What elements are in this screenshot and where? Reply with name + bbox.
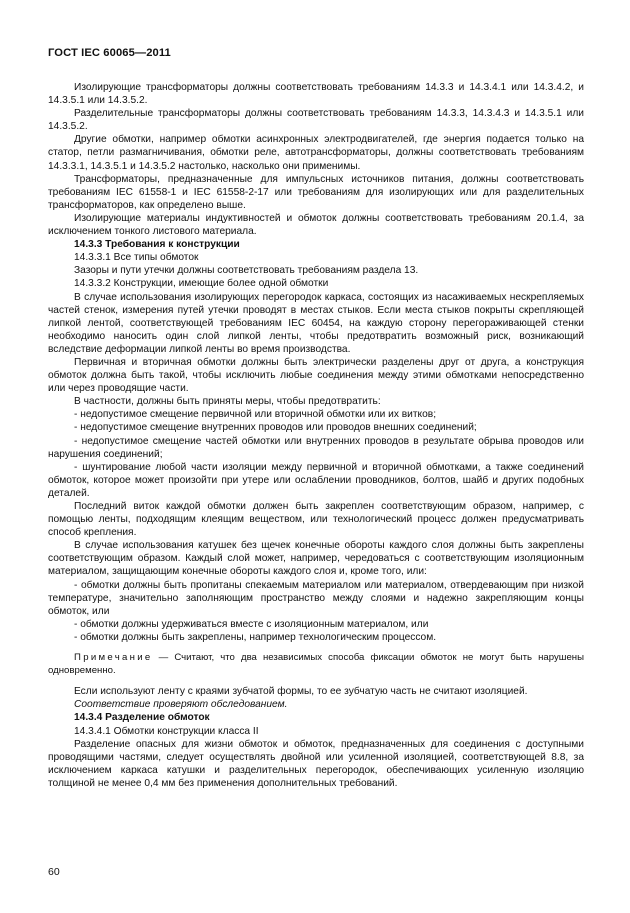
paragraph: Первичная и вторичная обмотки должны быть электрически разделены друг от друга, а конструкция обмоток должна быть такой, чтобы исключить любые соединения между этими обмотками непосредственно или через проводящие части. bbox=[48, 356, 584, 395]
paragraph: Последний виток каждой обмотки должен быть закреплен соответствующим образом, например, с помощью ленты, подходящим клеящим веществом, или технологический процесс должен предусматривать способ крепления. bbox=[48, 501, 584, 539]
paragraph: В случае использования изолирующих перегородок каркаса, состоящих из насаживаемых нескрепляемых частей стенок, измерения путей утечки проводят в местах стыков. Если места стыков покрыты скрепляющей липкой лентой, соответствующей требованиям IEC 60454, на каждую сторону перегораживающей стенки необходимо наносить один слой липкой ленты, чтобы предотвратить возможный риск, возникающий вследствие деформации липкой ленты во время производства. bbox=[48, 291, 584, 355]
list-item: - обмотки должны быть пропитаны спекаемым материалом или материалом, отвердевающим при низкой температуре, значительно заполняющим пространство между слоями и надежно закрепляющим концы обмоток, или bbox=[48, 579, 584, 617]
section-heading-14-3-3: 14.3.3 Требования к конструкции bbox=[74, 239, 240, 251]
compliance-check: Соответствие проверяют обследованием. bbox=[74, 699, 288, 711]
list-item: - недопустимое смещение частей обмотки или внутренних проводов в результате обрыва проводов или нарушения соединений; bbox=[48, 435, 584, 460]
section-heading-14-3-4: 14.3.4 Разделение обмоток bbox=[74, 712, 210, 724]
paragraph: Трансформаторы, предназначенные для импульсных источников питания, должны соответствовать требованиям IEC 61558-1 и IEC 61558-2-17 или требованиям для изолирующих или для разделительных трансформаторов, как определено выше. bbox=[48, 173, 584, 211]
note bbox=[48, 652, 584, 677]
paragraph: В случае использования катушек без щечек конечные обороты каждого слоя должны быть закреплены соответствующим образом. Каждый слой может, например, чередоваться с соответствующим изоляционным материалом, защищающим конечные обороты каждого слоя и, кроме того, или: bbox=[48, 540, 584, 578]
list-item: - обмотки должны удерживаться вместе с изоляционным материалом, или bbox=[74, 618, 429, 630]
document-body bbox=[48, 81, 584, 790]
paragraph: Другие обмотки, например обмотки асинхронных электродвигателей, где энергия подается только на статор, петли размагничивания, обмотки реле, автотрансформаторы, должны соответствовать требованиям 14.3.3.1, 14.3.5.1 и 14.3.5.2 настолько, насколько они применимы. bbox=[48, 134, 584, 172]
list-item: - недопустимое смещение первичной или вторичной обмотки или их витков; bbox=[74, 409, 437, 421]
paragraph: Изолирующие трансформаторы должны соответствовать требованиям 14.3.3 и 14.3.4.1 или 14.3.4.2, и 14.3.5.1 или 14.3.5.2. bbox=[48, 82, 584, 107]
page-number: 60 bbox=[48, 866, 60, 878]
subsection-heading: 14.3.3.2 Конструкции, имеющие более одной обмотки bbox=[74, 278, 329, 290]
paragraph: В частности, должны быть приняты меры, чтобы предотвратить: bbox=[74, 396, 381, 408]
list-item: - недопустимое смещение внутренних проводов или проводов внешних соединений; bbox=[74, 422, 477, 434]
paragraph: Если используют ленту с краями зубчатой формы, то ее зубчатую часть не считают изоляцией. bbox=[74, 686, 528, 698]
subsection-heading: 14.3.3.1 Все типы обмоток bbox=[74, 252, 199, 264]
list-item: - обмотки должны быть закреплены, например технологическим процессом. bbox=[74, 631, 437, 643]
note-text: — Считают, что два независимых способа фиксации обмоток не могут быть нарушены одновременно. bbox=[48, 652, 584, 676]
paragraph: Зазоры и пути утечки должны соответствовать требованиям раздела 13. bbox=[74, 265, 419, 277]
subsection-heading: 14.3.4.1 Обмотки конструкции класса II bbox=[74, 725, 259, 737]
paragraph: Изолирующие материалы индуктивностей и обмоток должны соответствовать требованиям 20.1.4, за исключением тонкого листового материала. bbox=[48, 212, 584, 238]
list-item: - шунтирование любой части изоляции между первичной и вторичной обмотками, а также соединений обмоток, которое может произойти при утере или ослаблении проводников, болтов, шайб и других подобных деталей. bbox=[48, 461, 584, 499]
document-header: ГОСТ IEC 60065—2011 bbox=[48, 47, 171, 59]
paragraph: Разделительные трансформаторы должны соответствовать требованиям 14.3.3, 14.3.4.3 и 14.3.5.1 или 14.3.5.2. bbox=[48, 108, 584, 133]
paragraph: Разделение опасных для жизни обмоток и обмоток, предназначенных для соединения с доступными проводящими частями, следует осуществлять двойной или усиленной изоляцией, соответствующей 8.8, за исключением каркаса катушки и разделительных перегородок, обеспечивающих усиленную изоляцию толщиной не менее 0,4 мм без применения дополнительных требований. bbox=[48, 738, 584, 789]
note-label: Примечание bbox=[74, 652, 153, 664]
